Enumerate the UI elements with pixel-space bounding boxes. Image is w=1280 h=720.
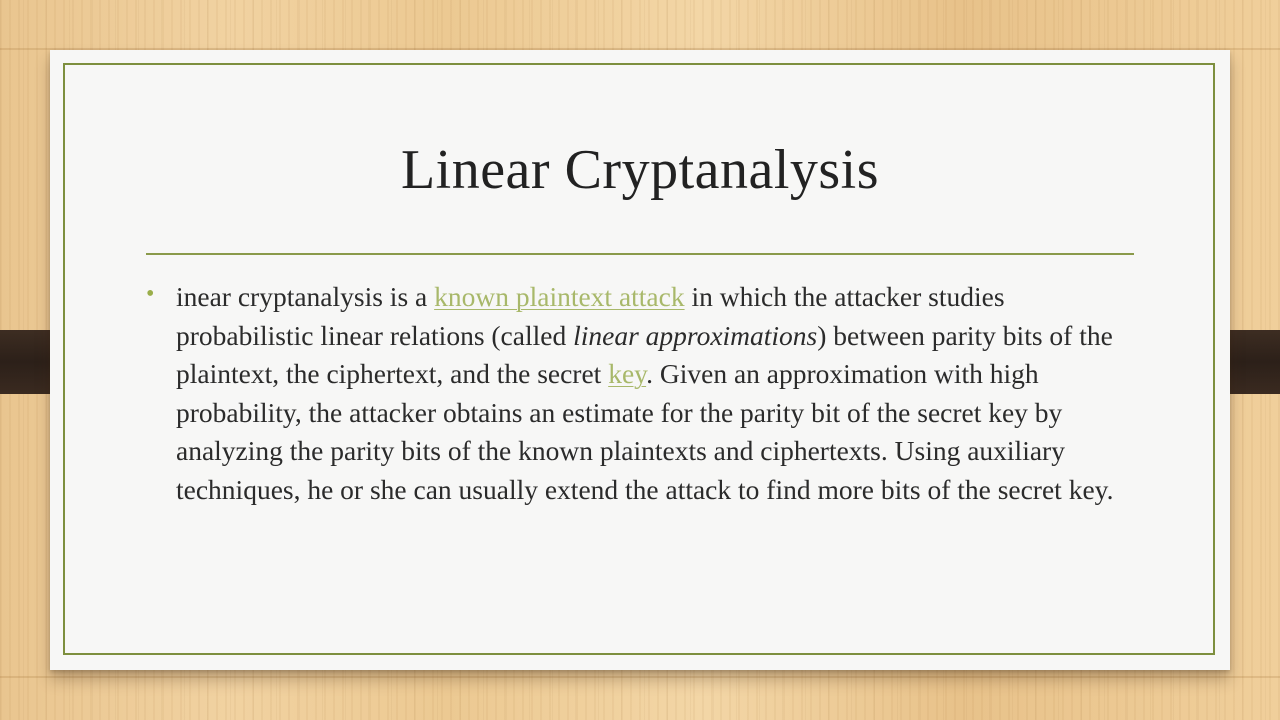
bullet-text-part: inear cryptanalysis is a [176, 281, 435, 312]
slide [50, 50, 1230, 670]
wood-plank-seam [0, 676, 1280, 678]
bullet-text-part: . Given an approximation with high probability, the attacker obtains an estimate for the parity bit of the secret key by analyzing the parity bits of the known plaintexts and ciphertexts. Using auxiliary techniques, he or she can usually extend the attack to find more bits of the secret key. [176, 358, 1114, 505]
key-link[interactable]: key [608, 358, 647, 389]
bullet-icon: • [146, 281, 155, 307]
title-divider [146, 253, 1134, 255]
bullet-text-part: in which the attacker studies probabilistic linear relations (called [176, 281, 1005, 351]
known-plaintext-attack-link[interactable]: known plaintext attack [434, 281, 685, 312]
bullet-item [146, 278, 1146, 509]
bullet-text-part: ) between parity bits of the plaintext, the ciphertext, and the secret [176, 319, 1113, 389]
slide-body [146, 278, 1146, 509]
italic-term: linear approximations [573, 319, 818, 351]
slide-title: Linear Cryptanalysis [400, 139, 880, 201]
